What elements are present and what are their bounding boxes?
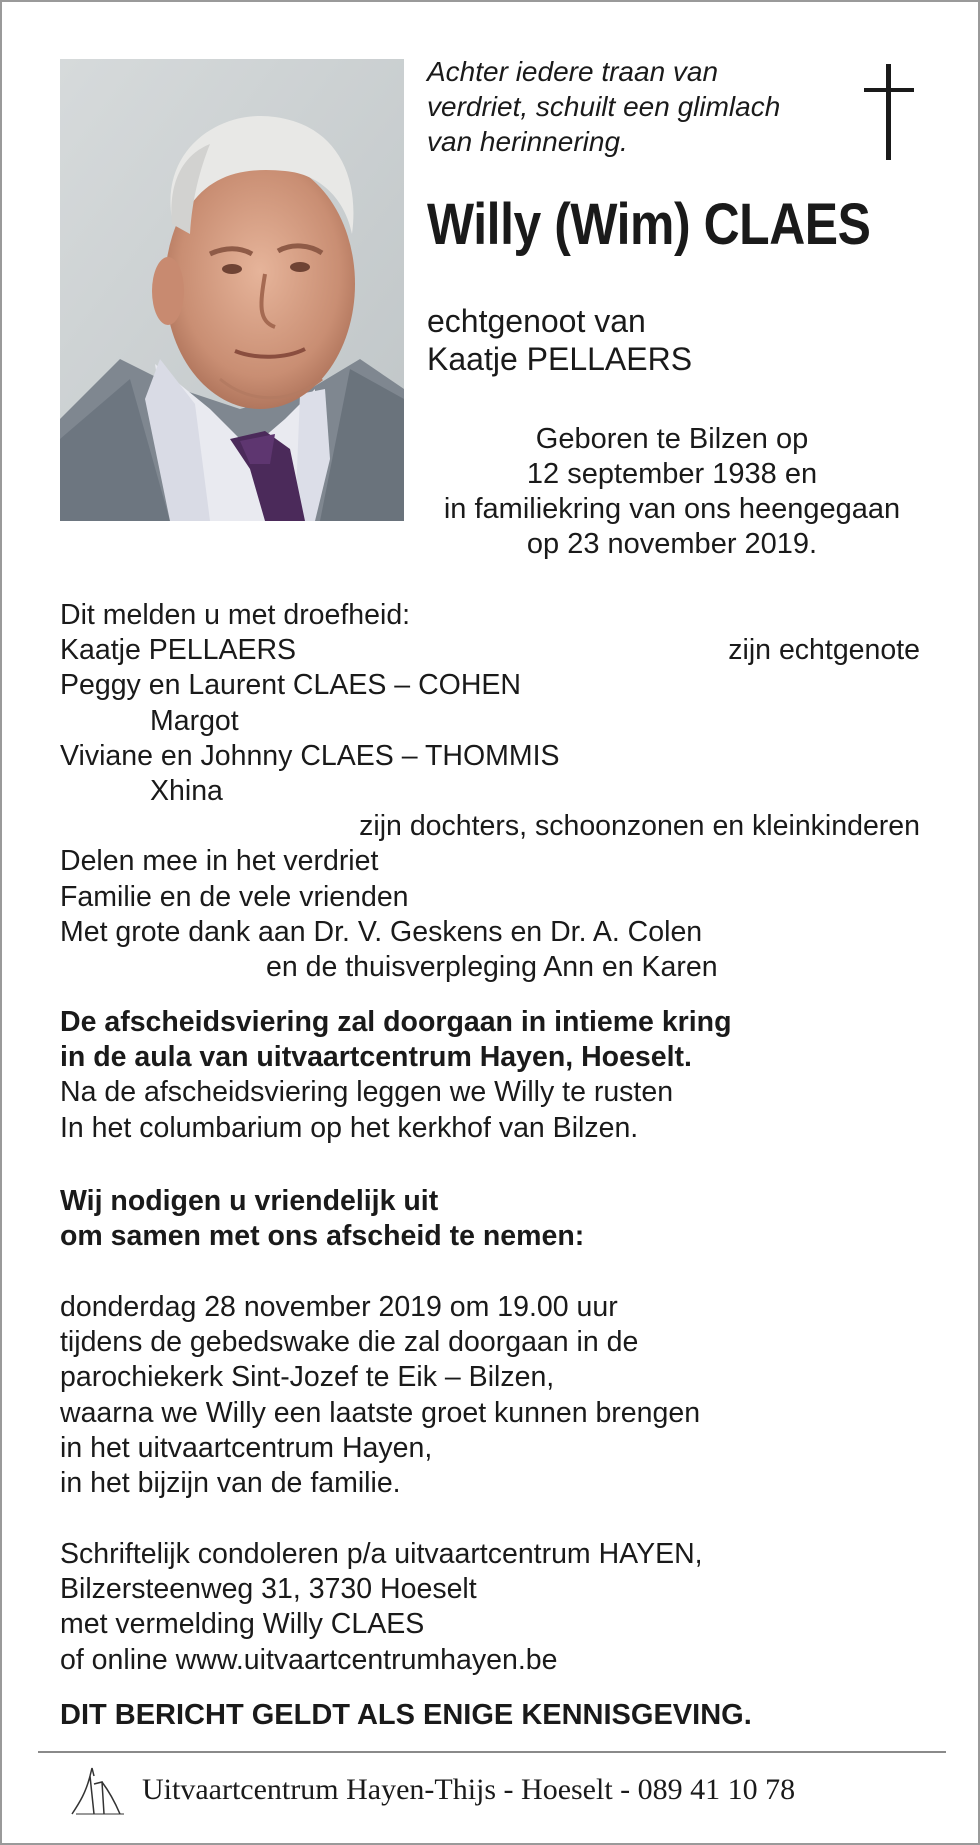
wake-line: in het bijzijn van de familie.: [60, 1466, 401, 1499]
portrait-illustration: [60, 59, 404, 521]
quote-line: verdriet, schuilt een glimlach: [427, 91, 781, 122]
family-row: [60, 633, 920, 668]
wake-line: tijdens de gebedswake die zal doorgaan in de: [60, 1326, 639, 1359]
family-thanks: Met grote dank aan Dr. V. Geskens en Dr. A. Colen: [60, 915, 703, 948]
family-spouse-role: zijn echtgenote: [728, 634, 920, 667]
born-line: Geboren te Bilzen op: [535, 423, 809, 455]
funeral-home-logo-icon: [68, 1762, 128, 1818]
notice-statement: DIT BERICHT GELDT ALS ENIGE KENNISGEVING.: [60, 1699, 752, 1731]
birth-death-info: [422, 422, 922, 562]
ceremony-bold: De afscheidsviering zal doorgaan in intieme kring: [60, 1006, 732, 1038]
memorial-quote: [427, 54, 827, 159]
divider: [38, 1751, 946, 1753]
cross-icon: [864, 64, 914, 164]
ceremony-info: [60, 1005, 920, 1146]
condolence-line: Bilzersteenweg 31, 3730 Hoeselt: [60, 1573, 477, 1606]
family-share: Delen mee in het verdriet: [60, 845, 379, 878]
portrait-photo: [60, 59, 404, 521]
wake-info: [60, 1290, 920, 1501]
condolence-line: Schriftelijk condoleren p/a uitvaartcentrum HAYEN,: [60, 1538, 703, 1570]
spouse-relation: echtgenoot van: [427, 303, 646, 339]
condolence-line: met vermelding Willy CLAES: [60, 1608, 425, 1641]
family-intro: Dit melden u met droefheid:: [60, 599, 411, 631]
family-children-role: zijn dochters, schoonzonen en kleinkinderen: [359, 810, 920, 843]
wake-line: waarna we Willy een laatste groet kunnen brengen: [60, 1396, 701, 1429]
funeral-home-footer: Uitvaartcentrum Hayen-Thijs - Hoeselt - 089 41 10 78: [142, 1773, 796, 1806]
spouse-info: [427, 302, 692, 378]
family-grandchild: Xhina: [150, 774, 223, 807]
condolence-line: of online www.uitvaartcentrumhayen.be: [60, 1643, 558, 1676]
family-share: Familie en de vele vrienden: [60, 880, 409, 913]
born-line: 12 september 1938 en: [526, 458, 818, 490]
family-thanks: en de thuisverpleging Ann en Karen: [266, 950, 718, 983]
family-grandchild: Margot: [150, 704, 239, 737]
ceremony-line: In het columbarium op het kerkhof van Bilzen.: [60, 1111, 639, 1144]
ceremony-line: Na de afscheidsviering leggen we Willy te rusten: [60, 1076, 674, 1109]
family-spouse-name: Kaatje PELLAERS: [60, 634, 297, 667]
wake-line: parochiekerk Sint-Jozef te Eik – Bilzen,: [60, 1361, 555, 1394]
quote-line: van herinnering.: [427, 126, 628, 157]
born-line: op 23 november 2019.: [526, 528, 818, 560]
spouse-name: Kaatje PELLAERS: [427, 341, 693, 377]
family-child: Peggy en Laurent CLAES – COHEN: [60, 669, 521, 702]
wake-line: donderdag 28 november 2019 om 19.00 uur: [60, 1291, 618, 1323]
born-line: in familiekring van ons heengegaan: [443, 493, 901, 525]
ceremony-bold: in de aula van uitvaartcentrum Hayen, Hoeselt.: [60, 1041, 692, 1074]
deceased-name: Willy (Wim) CLAES: [427, 192, 871, 257]
invite-bold: om samen met ons afscheid te nemen:: [60, 1220, 585, 1253]
condolence-info: [60, 1537, 920, 1678]
family-child: Viviane en Johnny CLAES – THOMMIS: [60, 739, 560, 772]
invitation: [60, 1184, 920, 1254]
invite-bold: Wij nodigen u vriendelijk uit: [60, 1185, 439, 1217]
wake-line: in het uitvaartcentrum Hayen,: [60, 1431, 433, 1464]
family-list: [60, 598, 920, 985]
quote-line: Achter iedere traan van: [427, 56, 719, 87]
